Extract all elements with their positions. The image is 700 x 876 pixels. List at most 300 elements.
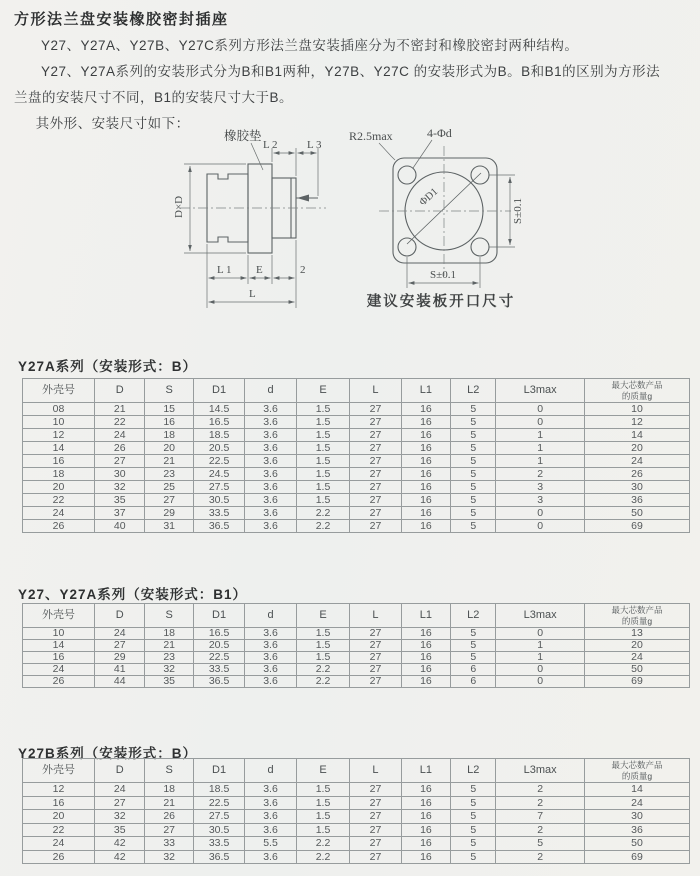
table1-heading: Y27A系列（安装形式：B）	[18, 359, 198, 374]
table-cell: 24	[95, 628, 145, 640]
table-cell: 27	[350, 664, 401, 676]
column-header: d	[245, 759, 296, 783]
table-row	[23, 823, 690, 837]
column-header: 最大芯数产品的质量g	[584, 379, 689, 403]
table-cell: 1	[496, 640, 585, 652]
table-cell: 35	[145, 676, 193, 688]
table-cell: 16	[23, 796, 95, 810]
table-cell: 20.5	[193, 640, 244, 652]
table-cell: 3.6	[245, 429, 296, 442]
table-cell: 14	[23, 640, 95, 652]
table-cell: 33.5	[193, 664, 244, 676]
table-row	[23, 507, 690, 520]
table-cell: 36	[584, 494, 689, 507]
table-cell: 27	[350, 507, 401, 520]
column-header: D1	[193, 604, 244, 628]
table-cell: 3.6	[245, 442, 296, 455]
table-cell: 5	[496, 837, 585, 851]
table-row	[23, 850, 690, 864]
table-cell: 18	[145, 783, 193, 797]
table-cell: 27	[350, 416, 401, 429]
flange-outline	[393, 158, 497, 263]
column-header: L	[350, 379, 401, 403]
table-cell: 16	[401, 823, 450, 837]
table-cell: 26	[584, 468, 689, 481]
table-row	[23, 494, 690, 507]
table-cell: 3.6	[245, 468, 296, 481]
table-cell: 22	[95, 416, 145, 429]
table-cell: 20.5	[193, 442, 244, 455]
table-cell: 37	[95, 507, 145, 520]
table-cell: 27.5	[193, 481, 244, 494]
table-cell: 30.5	[193, 823, 244, 837]
table-cell: 1.5	[296, 823, 350, 837]
table-cell: 16	[401, 403, 450, 416]
table-cell: 27	[350, 468, 401, 481]
table-cell: 27	[350, 494, 401, 507]
table-row	[23, 676, 690, 688]
table-row	[23, 664, 690, 676]
table-row	[23, 520, 690, 533]
column-header: L2	[451, 604, 496, 628]
table-cell: 22	[23, 823, 95, 837]
table-cell: 3	[496, 494, 585, 507]
table-cell: 3.6	[245, 810, 296, 824]
column-header: 外壳号	[23, 604, 95, 628]
table-cell: 0	[496, 520, 585, 533]
table-cell: 36.5	[193, 850, 244, 864]
table-cell: 32	[145, 850, 193, 864]
table-cell: 5	[451, 810, 496, 824]
table-cell: 27.5	[193, 810, 244, 824]
table-cell: 1.5	[296, 481, 350, 494]
holes-label: 4-Φd	[427, 126, 452, 140]
table-row	[23, 403, 690, 416]
table-cell: 22.5	[193, 796, 244, 810]
table-cell: 5	[451, 628, 496, 640]
table-cell: 14	[584, 429, 689, 442]
column-header: E	[296, 379, 350, 403]
table-cell: 27	[350, 520, 401, 533]
column-header: E	[296, 759, 350, 783]
table-row	[23, 481, 690, 494]
table-cell: 16	[401, 796, 450, 810]
spec-table-y27a-b	[22, 378, 690, 533]
column-header: D1	[193, 759, 244, 783]
table-cell: 5	[451, 455, 496, 468]
table-row	[23, 652, 690, 664]
table-cell: 69	[584, 520, 689, 533]
table-cell: 16	[23, 455, 95, 468]
table-cell: 5	[451, 429, 496, 442]
table-cell: 3.6	[245, 676, 296, 688]
table-cell: 1.5	[296, 810, 350, 824]
table-cell: 3.6	[245, 640, 296, 652]
table-cell: 24.5	[193, 468, 244, 481]
table-cell: 36.5	[193, 520, 244, 533]
table-cell: 22.5	[193, 455, 244, 468]
table-cell: 27	[350, 652, 401, 664]
table-cell: 21	[145, 796, 193, 810]
table-cell: 16	[401, 783, 450, 797]
table-cell: 16.5	[193, 628, 244, 640]
column-header: L1	[401, 759, 450, 783]
table-row	[23, 628, 690, 640]
figure-flange-cutout	[343, 126, 543, 318]
table-cell: 5.5	[245, 837, 296, 851]
table-cell: 24	[584, 796, 689, 810]
table-cell: 26	[23, 676, 95, 688]
table-cell: 16	[401, 664, 450, 676]
table-cell: 27	[350, 640, 401, 652]
column-header: S	[145, 604, 193, 628]
table-cell: 33.5	[193, 837, 244, 851]
table-cell: 1	[496, 455, 585, 468]
table-cell: 13	[584, 628, 689, 640]
table-cell: 30	[584, 481, 689, 494]
table-cell: 32	[95, 481, 145, 494]
column-header: E	[296, 604, 350, 628]
table-cell: 27	[95, 455, 145, 468]
table-cell: 33.5	[193, 507, 244, 520]
table-cell: 18.5	[193, 429, 244, 442]
table-row	[23, 416, 690, 429]
table-cell: 18	[23, 468, 95, 481]
table-cell: 16	[401, 455, 450, 468]
table-cell: 27	[145, 823, 193, 837]
table-row	[23, 468, 690, 481]
table-cell: 18	[145, 429, 193, 442]
table-cell: 1.5	[296, 640, 350, 652]
table-cell: 23	[145, 468, 193, 481]
table-cell: 2.2	[296, 507, 350, 520]
header-row	[23, 759, 690, 783]
table-cell: 16	[401, 468, 450, 481]
table-cell: 1.5	[296, 796, 350, 810]
table-cell: 3.6	[245, 520, 296, 533]
table-cell: 69	[584, 676, 689, 688]
table-cell: 26	[95, 442, 145, 455]
connector-outline	[207, 164, 318, 253]
table-cell: 0	[496, 664, 585, 676]
table-cell: 26	[23, 850, 95, 864]
table-cell: 3.6	[245, 494, 296, 507]
table-cell: 36	[584, 823, 689, 837]
table-row	[23, 783, 690, 797]
table-row	[23, 442, 690, 455]
table-cell: 24	[95, 783, 145, 797]
dim-label-l3: L 3	[307, 139, 322, 151]
column-header: 外壳号	[23, 379, 95, 403]
table-cell: 18	[145, 628, 193, 640]
table-cell: 22	[23, 494, 95, 507]
table-cell: 16	[401, 429, 450, 442]
table2-heading: Y27、Y27A系列（安装形式：B1）	[18, 587, 248, 602]
column-header: D	[95, 759, 145, 783]
table-cell: 27	[350, 481, 401, 494]
dimension-lines	[184, 143, 318, 308]
column-header: L	[350, 604, 401, 628]
table-cell: 16	[401, 676, 450, 688]
table-cell: 2	[496, 823, 585, 837]
table-cell: 16	[145, 416, 193, 429]
column-header: D	[95, 379, 145, 403]
table-cell: 5	[451, 823, 496, 837]
table-cell: 0	[496, 507, 585, 520]
table-cell: 16	[401, 652, 450, 664]
column-header: L2	[451, 379, 496, 403]
column-header: L	[350, 759, 401, 783]
header-row	[23, 604, 690, 628]
table-cell: 16	[401, 481, 450, 494]
table-cell: 16	[401, 810, 450, 824]
table-cell: 2.2	[296, 520, 350, 533]
table-cell: 1.5	[296, 416, 350, 429]
column-header: d	[245, 379, 296, 403]
table-cell: 22.5	[193, 652, 244, 664]
table-cell: 2.2	[296, 850, 350, 864]
column-header: 外壳号	[23, 759, 95, 783]
header-row	[23, 379, 690, 403]
spec-table-y27b-b	[22, 758, 690, 864]
table-cell: 26	[145, 810, 193, 824]
table-cell: 27	[350, 837, 401, 851]
table-cell: 2	[496, 468, 585, 481]
cutout-caption: 建议安装板开口尺寸	[366, 294, 516, 310]
table-cell: 1.5	[296, 429, 350, 442]
table-cell: 50	[584, 507, 689, 520]
table-cell: 27	[350, 783, 401, 797]
table-cell: 27	[95, 640, 145, 652]
table-cell: 16	[401, 507, 450, 520]
dim-label-l: L	[249, 288, 256, 300]
table-cell: 27	[350, 429, 401, 442]
table-cell: 3.6	[245, 783, 296, 797]
gasket-label: 橡胶垫	[224, 129, 262, 143]
column-header: D1	[193, 379, 244, 403]
page-title: 方形法兰盘安装橡胶密封插座	[14, 11, 229, 28]
s-vertical-label: S±0.1	[512, 198, 524, 224]
column-header: D	[95, 604, 145, 628]
table-cell: 1.5	[296, 628, 350, 640]
table-cell: 21	[95, 403, 145, 416]
dim-label-l1: L 1	[217, 264, 232, 276]
table-cell: 27	[350, 796, 401, 810]
table-cell: 7	[496, 810, 585, 824]
table-cell: 27	[350, 628, 401, 640]
table-cell: 32	[145, 664, 193, 676]
column-header: L1	[401, 604, 450, 628]
table-cell: 27	[95, 796, 145, 810]
table-cell: 12	[584, 416, 689, 429]
table-cell: 27	[350, 823, 401, 837]
table-cell: 24	[584, 455, 689, 468]
table-cell: 2.2	[296, 676, 350, 688]
table-cell: 24	[23, 837, 95, 851]
table-cell: 20	[23, 810, 95, 824]
table-cell: 24	[23, 664, 95, 676]
table-cell: 5	[451, 837, 496, 851]
table-cell: 3.6	[245, 416, 296, 429]
column-header: 最大芯数产品的质量g	[584, 759, 689, 783]
table-cell: 21	[145, 640, 193, 652]
spec-table-y27-y27a-b1	[22, 603, 690, 688]
table-cell: 31	[145, 520, 193, 533]
figure-connector-side-view	[150, 126, 350, 321]
table-cell: 5	[451, 652, 496, 664]
table-cell: 6	[451, 664, 496, 676]
table-cell: 21	[145, 455, 193, 468]
table-cell: 08	[23, 403, 95, 416]
table-cell: 16	[401, 837, 450, 851]
table-cell: 14.5	[193, 403, 244, 416]
table-cell: 26	[23, 520, 95, 533]
table-cell: 2.2	[296, 837, 350, 851]
table-cell: 69	[584, 850, 689, 864]
table-cell: 2	[496, 783, 585, 797]
table3-heading: Y27B系列（安装形式：B）	[18, 746, 198, 761]
table-cell: 5	[451, 442, 496, 455]
table-cell: 42	[95, 837, 145, 851]
table-cell: 5	[451, 640, 496, 652]
table-row	[23, 455, 690, 468]
corner-radius-label: R2.5max	[349, 129, 393, 143]
table-row	[23, 429, 690, 442]
table-cell: 16	[401, 640, 450, 652]
column-header: L3max	[496, 604, 585, 628]
table-cell: 5	[451, 783, 496, 797]
table-cell: 3.6	[245, 455, 296, 468]
table-cell: 10	[23, 628, 95, 640]
table-cell: 20	[584, 442, 689, 455]
table-cell: 5	[451, 507, 496, 520]
dim-label-dxd: D×D	[173, 195, 185, 218]
table-cell: 42	[95, 850, 145, 864]
column-header: L1	[401, 379, 450, 403]
table-cell: 5	[451, 468, 496, 481]
table-cell: 1	[496, 652, 585, 664]
table-cell: 27	[350, 442, 401, 455]
dim-label-2: 2	[300, 264, 306, 276]
table-cell: 3.6	[245, 823, 296, 837]
table-cell: 10	[584, 403, 689, 416]
table-cell: 24	[23, 507, 95, 520]
table-cell: 40	[95, 520, 145, 533]
dim-label-e: E	[256, 264, 263, 276]
table-cell: 16	[401, 416, 450, 429]
table-cell: 33	[145, 837, 193, 851]
table-cell: 16	[401, 494, 450, 507]
table-cell: 30	[95, 468, 145, 481]
table-row	[23, 837, 690, 851]
column-header: S	[145, 379, 193, 403]
column-header: S	[145, 759, 193, 783]
table-cell: 50	[584, 664, 689, 676]
table-cell: 44	[95, 676, 145, 688]
table-cell: 16	[401, 520, 450, 533]
table-cell: 30.5	[193, 494, 244, 507]
column-header: L3max	[496, 759, 585, 783]
table-cell: 3.6	[245, 796, 296, 810]
table-cell: 24	[95, 429, 145, 442]
table-cell: 32	[95, 810, 145, 824]
table-cell: 18.5	[193, 783, 244, 797]
table-cell: 16	[23, 652, 95, 664]
table-cell: 23	[145, 652, 193, 664]
table-cell: 12	[23, 429, 95, 442]
table-cell: 5	[451, 520, 496, 533]
table-cell: 10	[23, 416, 95, 429]
table-cell: 14	[23, 442, 95, 455]
table-cell: 6	[451, 676, 496, 688]
table-cell: 20	[145, 442, 193, 455]
table-cell: 35	[95, 823, 145, 837]
table-cell: 30	[584, 810, 689, 824]
table-cell: 0	[496, 416, 585, 429]
table-cell: 16	[401, 850, 450, 864]
table-cell: 3	[496, 481, 585, 494]
table-cell: 36.5	[193, 676, 244, 688]
table-row	[23, 640, 690, 652]
table-cell: 5	[451, 494, 496, 507]
table-cell: 3.6	[245, 652, 296, 664]
table-cell: 27	[350, 403, 401, 416]
paragraph-mounting-forms: Y27、Y27A系列的安装形式分为B和B1两种，Y27B、Y27C 的安装形式为B。B和B1的区别为方形法兰盘的安装尺寸不同，B1的安装尺寸大于B。	[14, 64, 661, 105]
table-cell: 20	[584, 640, 689, 652]
table-cell: 1.5	[296, 455, 350, 468]
table-cell: 27	[350, 850, 401, 864]
table-cell: 12	[23, 783, 95, 797]
table-row	[23, 810, 690, 824]
table-cell: 5	[451, 403, 496, 416]
column-header: 最大芯数产品的质量g	[584, 604, 689, 628]
table-cell: 41	[95, 664, 145, 676]
table-cell: 20	[23, 481, 95, 494]
table-cell: 5	[451, 796, 496, 810]
center-hole-label: ΦD1	[417, 186, 441, 209]
table-cell: 3.6	[245, 664, 296, 676]
table-cell: 3.6	[245, 628, 296, 640]
table-cell: 14	[584, 783, 689, 797]
table-cell: 27	[350, 676, 401, 688]
table-cell: 0	[496, 403, 585, 416]
intro-paragraphs	[14, 33, 674, 137]
table-cell: 2	[496, 796, 585, 810]
table-cell: 50	[584, 837, 689, 851]
table-cell: 3.6	[245, 481, 296, 494]
figures-row	[0, 126, 700, 354]
table-cell: 16.5	[193, 416, 244, 429]
column-header: d	[245, 604, 296, 628]
column-header: L3max	[496, 379, 585, 403]
table-cell: 5	[451, 481, 496, 494]
s-horizontal-label: S±0.1	[430, 269, 456, 281]
table-cell: 24	[584, 652, 689, 664]
table-cell: 3.6	[245, 850, 296, 864]
table-cell: 3.6	[245, 507, 296, 520]
column-header: L2	[451, 759, 496, 783]
table-cell: 5	[451, 850, 496, 864]
table-cell: 1	[496, 442, 585, 455]
table-cell: 2	[496, 850, 585, 864]
table-cell: 16	[401, 628, 450, 640]
table-cell: 27	[350, 810, 401, 824]
table-cell: 1.5	[296, 442, 350, 455]
table-cell: 0	[496, 628, 585, 640]
table-cell: 1.5	[296, 494, 350, 507]
table-cell: 16	[401, 442, 450, 455]
table-cell: 27	[145, 494, 193, 507]
